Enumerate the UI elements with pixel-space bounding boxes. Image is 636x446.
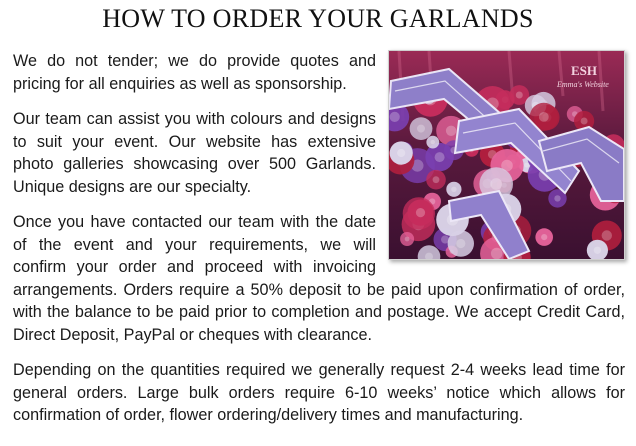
flower-highlight (405, 237, 410, 242)
flower-highlight (491, 248, 503, 259)
paragraph-design-assistance: Our team can assist you with colours and designs to suit your event. Our website has extensive photo galleries showcasing over 500 Garlands. Unique designs are our specialty. (13, 110, 376, 196)
flower-highlight (554, 195, 560, 201)
svg-text:Emma's Website: Emma's Website (557, 80, 609, 89)
flower-highlight (397, 149, 405, 157)
flower-highlight (451, 187, 456, 192)
flower-highlight (581, 118, 588, 125)
flower-highlight (431, 140, 435, 144)
flower-highlight (446, 126, 456, 136)
flower-highlight (594, 247, 601, 254)
flower-highlight (602, 230, 612, 240)
flower-highlight (435, 152, 445, 162)
svg-text:ESH: ESH (571, 63, 598, 78)
paragraph-order-process: Once you have contacted our team with the date of the event and your requirements, we will confirm your order and proceed with invoicing arrangements. Orders require a 50% deposit to be paid upon confirmation of order, with the balance to be paid prior to completion and postage. We accept Credit Card, Direct Deposit, PayPal or cheques with clearance. (13, 213, 625, 344)
flower-highlight (390, 112, 400, 122)
flower-highlight (433, 176, 440, 183)
flower-highlight (456, 239, 465, 248)
garland-photo (388, 50, 625, 260)
page-title: HOW TO ORDER YOUR GARLANDS (102, 4, 534, 33)
flower-highlight (539, 112, 549, 122)
flower-highlight (416, 208, 425, 217)
paragraph-quotes: We do not tender; we do provide quotes and pricing for all enquiries as well as sponsorship. (13, 52, 376, 93)
flower-highlight (417, 125, 425, 133)
garland-photo-illustration (389, 51, 624, 259)
flower-highlight (516, 92, 523, 99)
flower-highlight (524, 163, 529, 168)
flower-highlight (541, 234, 547, 240)
paragraph-lead-time: Depending on the quantities required we generally request 2-4 weeks lead time for general orders. Large bulk orders require 6-10 weeks’ notice which allows for confirmation of order, flower ordering/delivery times and manufacturing. (13, 361, 625, 424)
article-body (13, 50, 625, 440)
flower-highlight (490, 178, 502, 190)
